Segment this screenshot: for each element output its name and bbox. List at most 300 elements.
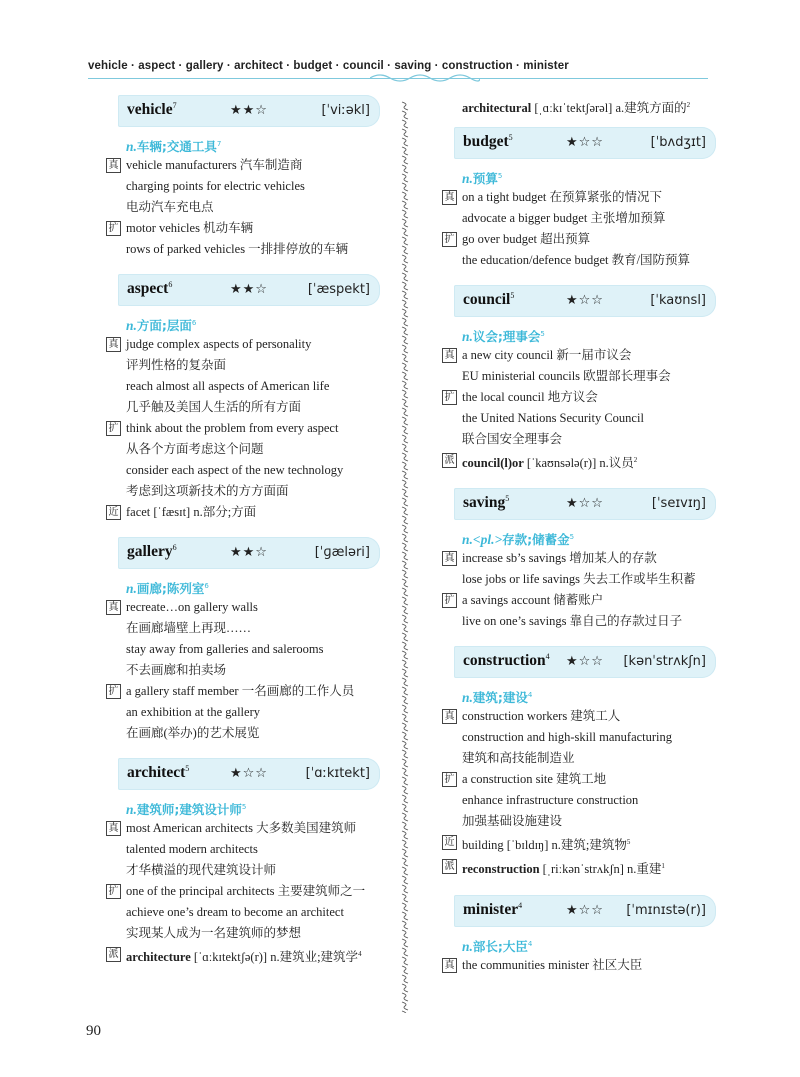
example-text: one of the principal architects 主要建筑师之一 [126,884,366,898]
divider-link [402,678,408,686]
divider-link [402,309,408,317]
example-line [106,702,381,723]
example-text: EU ministerial councils 欧盟部长理事会 [462,369,671,384]
pos-definition: 议会;理事会 [472,329,541,345]
example-text: advocate a bigger budget 主张增加预算 [462,211,666,226]
right-column [442,95,717,976]
divider-link [402,507,408,515]
derived-line [442,856,717,880]
example-text: enhance infrastructure construction [462,793,639,808]
headword-box [118,758,380,790]
headword-box [454,127,716,159]
derived-word: reconstruction [462,862,540,877]
spacer [442,474,717,488]
divider-link [402,849,408,857]
example-text: stay away from galleries and salerooms [126,642,324,656]
example-lines [106,334,381,523]
derived-line [106,944,381,968]
divider-link [402,633,408,641]
divider-link [402,903,408,911]
left-column [106,95,381,968]
example-line [442,366,717,387]
example-lines [106,597,381,744]
star-rating: ★☆☆ [566,902,604,918]
pos-definition: 预算 [472,171,498,187]
divider-link [402,750,408,758]
divider-link [402,462,408,470]
label-tag: 真 [106,821,121,836]
entry-budget [442,127,717,271]
divider-link [402,813,408,821]
example-lines [442,345,717,450]
derived-line [442,832,717,856]
continued-derived-line [442,95,717,119]
example-line [442,790,717,811]
headword [463,494,509,512]
example-line [106,418,381,439]
example-lines [442,548,717,632]
divider-link [402,894,408,902]
example-line [442,250,717,271]
headword [463,652,550,670]
phonetic: [ˈkaʊnsl] [650,293,706,309]
divider-link [402,318,408,326]
divider-link [402,948,408,956]
example-text: construction and high-skill manufacturing [462,730,673,745]
divider-link [402,840,408,848]
divider-link [402,588,408,596]
pos-definition: 方面;层面 [136,318,192,334]
divider-link [402,192,408,200]
pos-frequency: 4 [527,691,533,700]
example-line [442,408,717,429]
pos-frequency: 6 [191,319,197,327]
pos-definition: 建筑;建设 [472,690,528,706]
derived-lines [442,450,717,474]
divider-link [402,885,408,893]
example-text: lose jobs or life savings 失去工作或毕生积蓄 [462,572,696,587]
header-wave-ornament [370,72,480,84]
divider-link [402,102,408,110]
divider-link [402,975,408,983]
divider-link [402,201,408,209]
pos-label: n.<pl.> [462,532,503,548]
headword-text: council [463,291,511,309]
divider-link [402,489,408,497]
headword [463,291,514,309]
label-tag: 真 [442,190,457,205]
pos-label: n. [462,938,473,954]
divider-link [402,768,408,776]
example-text: increase sb’s savings 增加某人的存款 [462,551,657,566]
divider-link [402,174,408,182]
label-tag: 真 [106,600,121,615]
divider-link [402,876,408,884]
example-text: 在画廊(举办)的艺术展览 [126,726,260,740]
page-number: 90 [86,1023,101,1039]
example-text: reach almost all aspects of American life [126,379,330,393]
divider-link [402,291,408,299]
divider-link [402,534,408,542]
part-of-speech [462,526,717,548]
label-tag: 真 [442,709,457,724]
divider-link [402,930,408,938]
divider-link [402,390,408,398]
divider-link [402,822,408,830]
divider-link [402,732,408,740]
divider-link [402,111,408,119]
divider-link [402,372,408,380]
entry-aspect [106,274,381,523]
pos-label: n. [462,171,473,187]
headword-text: aspect [127,280,169,298]
example-line [442,727,717,748]
headword-frequency: 4 [545,652,550,662]
pos-frequency: 5 [569,533,575,542]
spacer [106,260,381,274]
part-of-speech [462,933,717,955]
headword [127,280,172,298]
divider-link [402,624,408,632]
entry-vehicle [106,95,381,260]
example-lines [106,155,381,260]
divider-link [402,966,408,974]
headword-text: construction [463,652,546,670]
divider-link [402,363,408,371]
pos-label: n. [126,581,137,597]
example-lines [442,955,717,976]
pos-frequency: 5 [497,172,503,181]
example-text: the communities minister 社区大臣 [462,957,643,972]
example-line [442,429,717,450]
pos-definition: 部长;大臣 [472,938,528,954]
headword-box [454,895,716,927]
divider-link [402,336,408,344]
headword [463,901,522,919]
example-text: construction workers 建筑工人 [462,709,621,724]
divider-link [402,399,408,407]
headword [127,101,177,119]
headword-frequency: 7 [172,101,177,110]
divider-link [402,480,408,488]
divider-link [402,219,408,227]
example-line [442,387,717,408]
example-line [106,239,381,260]
divider-link [402,651,408,659]
divider-link [402,705,408,713]
example-line [106,155,381,176]
entry-council [442,285,717,474]
divider-link [402,246,408,254]
example-line [106,502,381,523]
example-line [442,345,717,366]
derived-line [442,450,717,474]
star-rating: ★☆☆ [566,496,604,512]
label-tag: 近 [106,505,121,520]
entry-minister [442,895,717,976]
label-tag: 扩 [442,390,457,405]
divider-link [402,345,408,353]
headword-box [118,95,380,127]
divider-link [402,642,408,650]
example-line [106,839,381,860]
divider-link [402,165,408,173]
label-tag: 扩 [106,884,121,899]
pos-frequency: 6 [204,582,209,590]
star-rating: ★☆☆ [566,135,604,151]
part-of-speech [462,165,717,187]
example-line [106,639,381,660]
example-lines [106,818,381,944]
part-of-speech [462,323,717,345]
example-text: a new city council 新一届市议会 [462,348,632,363]
divider-link [402,525,408,533]
example-text: 建筑和高技能制造业 [462,751,575,766]
part-of-speech [126,575,381,597]
example-line [106,660,381,681]
spacer [442,881,717,895]
example-text: charging points for electric vehicles [126,179,305,193]
divider-link [402,858,408,866]
example-line [442,748,717,769]
example-line [442,611,717,632]
example-text: on a tight budget 在预算紧张的情况下 [462,190,662,205]
headword-box [118,274,380,306]
example-line [106,618,381,639]
example-text: 加强基础设施建设 [462,814,563,829]
divider-link [402,669,408,677]
example-text: 在画廊墙壁上再现…… [126,621,252,635]
label-tag: 派 [442,859,457,874]
label-tag: 真 [106,158,121,173]
example-text: most American architects 大多数美国建筑师 [126,821,357,835]
pos-label: n. [126,318,137,334]
derived-frequency: 2 [633,456,638,465]
example-line [106,481,381,502]
derived-definition: [ˌɑːkɪˈtektʃərəl] a.建筑方面的 [531,101,687,116]
example-line [442,229,717,250]
label-tag: 近 [442,835,457,850]
star-rating: ★★☆ [230,545,268,560]
example-text: facet [ˈfæsɪt] n.部分;方面 [126,505,257,519]
label-tag: 派 [106,947,121,962]
label-tag: 扩 [442,772,457,787]
spacer [442,271,717,285]
divider-link [402,993,408,1001]
example-line [442,187,717,208]
example-line [106,597,381,618]
derived-frequency: 2 [686,101,691,109]
headword-frequency: 4 [518,900,523,910]
divider-link [402,453,408,461]
pos-label: n. [126,139,137,155]
label-tag: 扩 [442,232,457,247]
phonetic: [ˈbʌdʒɪt] [650,135,706,151]
divider-link [402,282,408,290]
spacer [106,523,381,537]
phonetic: [ˈæspekt] [307,282,370,297]
divider-link [402,741,408,749]
divider-link [402,1002,408,1010]
example-text: motor vehicles 机动车辆 [126,221,254,235]
divider-link [402,498,408,506]
headword [127,764,189,782]
divider-link [402,300,408,308]
example-lines [442,706,717,832]
derived-frequency: 5 [626,838,631,847]
headword-text: saving [463,494,506,512]
example-text: 才华横溢的现代建筑设计师 [126,863,277,877]
example-text: consider each aspect of the new technology [126,463,344,477]
derived-definition: [ˈɑːkɪtektʃə(r)] n.建筑业;建筑学 [190,950,359,965]
star-rating: ★★☆ [230,103,268,118]
star-rating: ★☆☆ [566,293,604,309]
divider-link [402,1011,408,1013]
headword-text: minister [463,900,519,918]
example-text: a construction site 建筑工地 [462,772,607,787]
example-line [106,681,381,702]
derived-lines [106,944,381,968]
divider-link [402,327,408,335]
headword-frequency: 5 [508,133,513,143]
divider-link [402,210,408,218]
example-text: the United Nations Security Council [462,411,644,426]
example-text: 从各个方面考虑这个问题 [126,442,264,456]
divider-link [402,759,408,767]
divider-link [402,417,408,425]
divider-link [402,912,408,920]
derived-word: architectural [462,101,532,116]
divider-link [402,957,408,965]
divider-link [402,138,408,146]
divider-link [402,696,408,704]
example-text: an exhibition at the gallery [126,705,260,719]
example-text: live on one’s savings 靠自己的存款过日子 [462,614,683,629]
part-of-speech [126,312,381,334]
example-lines [442,187,717,271]
headword-text: vehicle [127,101,173,119]
example-text: 评判性格的复杂面 [126,358,227,372]
part-of-speech [462,684,717,706]
pos-frequency: 4 [527,939,533,948]
headword-frequency: 5 [505,494,510,504]
divider-link [402,777,408,785]
derived-definition: [ˈkaʊnsələ(r)] n.议员 [523,456,634,471]
example-text: a savings account 储蓄账户 [462,593,604,608]
divider-link [402,426,408,434]
star-rating: ★☆☆ [566,654,604,670]
headword-box [454,646,716,678]
derived-word: council(l)or [462,456,524,471]
pos-frequency: 5 [241,803,247,811]
example-line [442,548,717,569]
divider-link [402,570,408,578]
example-text: vehicle manufacturers 汽车制造商 [126,158,303,172]
example-text: judge complex aspects of personality [126,337,312,351]
example-line [106,197,381,218]
example-text: recreate…on gallery walls [126,600,258,614]
label-tag: 真 [442,348,457,363]
headword-frequency: 6 [168,280,173,289]
running-header: vehicle · aspect · gallery · architect · budget · council · saving · construction · minister [88,60,569,72]
divider-link [402,831,408,839]
headword-frequency: 6 [172,543,177,552]
label-tag: 派 [442,453,457,468]
pos-frequency: 5 [540,330,545,339]
example-text: rows of parked vehicles 一排排停放的车辆 [126,242,349,256]
part-of-speech [126,796,381,818]
divider-link [402,597,408,605]
divider-link [402,273,408,281]
label-tag: 真 [442,551,457,566]
pos-label: n. [126,802,137,818]
entry-architect [106,758,381,968]
divider-link [402,516,408,524]
divider-link [402,615,408,623]
example-line [106,723,381,744]
divider-link [402,984,408,992]
divider-link [402,786,408,794]
label-tag: 扩 [106,221,121,236]
example-line [106,376,381,397]
example-text: 不去画廊和拍卖场 [126,663,227,677]
headword-text: budget [463,133,509,151]
example-text: 实现某人成为一名建筑师的梦想 [126,926,302,940]
divider-link [402,147,408,155]
divider-link [402,255,408,263]
part-of-speech [126,133,381,155]
divider-link [402,714,408,722]
divider-link [402,156,408,164]
example-line [106,881,381,902]
divider-link [402,237,408,245]
label-tag: 真 [442,958,457,973]
pos-definition: 建筑师;建筑设计师 [136,802,242,818]
divider-link [402,264,408,272]
divider-link [402,129,408,137]
divider-link [402,120,408,128]
entry-saving [442,488,717,632]
example-text: 考虑到这项新技术的方方面面 [126,484,289,498]
pos-label: n. [462,690,473,706]
pos-label: n. [462,329,473,345]
divider-link [402,228,408,236]
phonetic: [ˈɑːkɪtekt] [305,766,370,781]
pos-definition: 车辆;交通工具 [136,139,217,155]
phonetic: [kənˈstrʌkʃn] [623,654,706,670]
example-line [106,355,381,376]
example-line [106,923,381,944]
example-line [106,334,381,355]
headword-box [454,285,716,317]
example-text: the education/defence budget 教育/国防预算 [462,253,691,268]
derived-word: architecture [126,950,191,965]
column-divider [399,98,411,1013]
entry-construction [442,646,717,880]
example-line [106,860,381,881]
divider-link [402,381,408,389]
headword-box [118,537,380,569]
divider-link [402,687,408,695]
label-tag: 扩 [106,421,121,436]
divider-link [402,471,408,479]
example-line [106,439,381,460]
entry-gallery [106,537,381,744]
derived-frequency: 1 [661,862,665,871]
derived-lines [442,832,717,880]
example-text: 几乎触及美国人生活的所有方面 [126,400,302,414]
divider-link [402,552,408,560]
